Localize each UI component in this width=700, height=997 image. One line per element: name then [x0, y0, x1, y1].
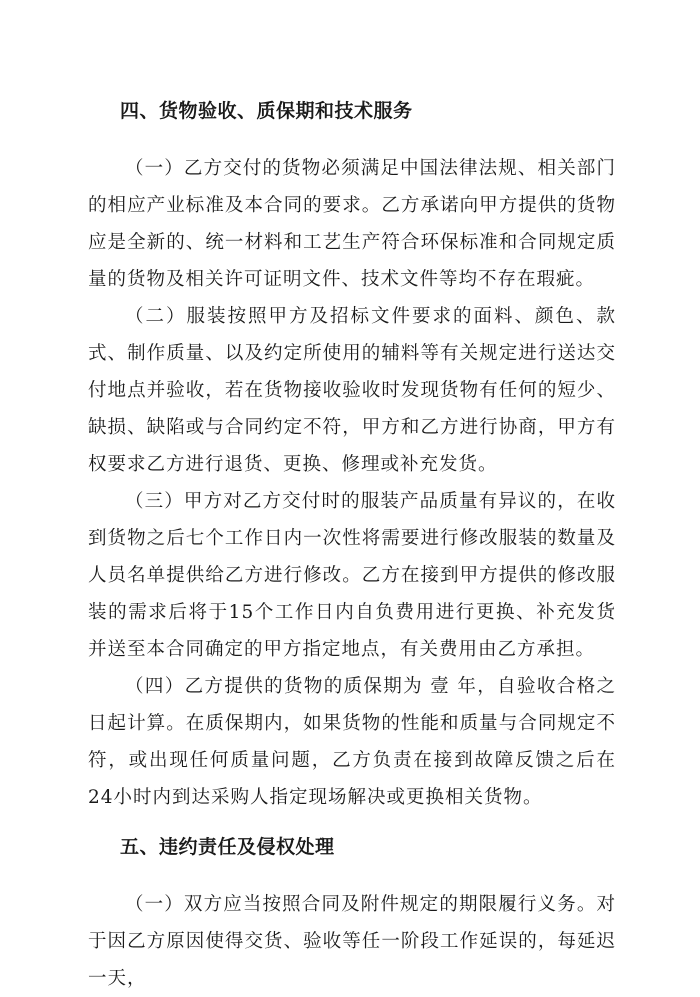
paragraph: （一）双方应当按照合同及附件规定的期限履行义务。对于因乙方原因使得交货、验收等任一阶段工作延误的，每延迟一天，: [88, 894, 616, 989]
paragraph: （三）甲方对乙方交付时的服装产品质量有异议的，在收到货物之后七个工作日内一次性将需要进行修改服装的数量及人员名单提供给乙方进行修改。乙方在接到甲方提供的修改服装的需求后将于15个工作日内自负费用进行更换、补充发货并送至本合同确定的甲方指定地点，有关费用由乙方承担。: [88, 491, 616, 660]
paragraph: （四）乙方提供的货物的质保期为 壹 年，自验收合格之日起计算。在质保期内，如果货物的性能和质量与合同规定不符，或出现任何质量问题，乙方负责在接到故障反馈之后在24小时内到达采购人指定现场解决或更换相关货物。: [88, 676, 616, 808]
paragraph: （二）服装按照甲方及招标文件要求的面料、颜色、款式、制作质量、以及约定所使用的辅料等有关规定进行送达交付地点并验收，若在货物接收验收时发现货物有任何的短少、缺损、缺陷或与合同约定不符，甲方和乙方进行协商，甲方有权要求乙方进行退货、更换、修理或补充发货。: [88, 306, 616, 475]
section-heading: 五、违约责任及侵权处理: [120, 836, 335, 858]
paragraph: （一）乙方交付的货物必须满足中国法律法规、相关部门的相应产业标准及本合同的要求。乙方承诺向甲方提供的货物应是全新的、统一材料和工艺生产符合环保标准和合同规定质量的货物及相关许可证明文件、技术文件等均不存在瑕疵。: [88, 158, 616, 290]
section-heading: 四、货物验收、质保期和技术服务: [120, 100, 413, 122]
section-spacer: [88, 816, 616, 832]
section-5: [88, 832, 616, 997]
section-4: [88, 96, 616, 816]
